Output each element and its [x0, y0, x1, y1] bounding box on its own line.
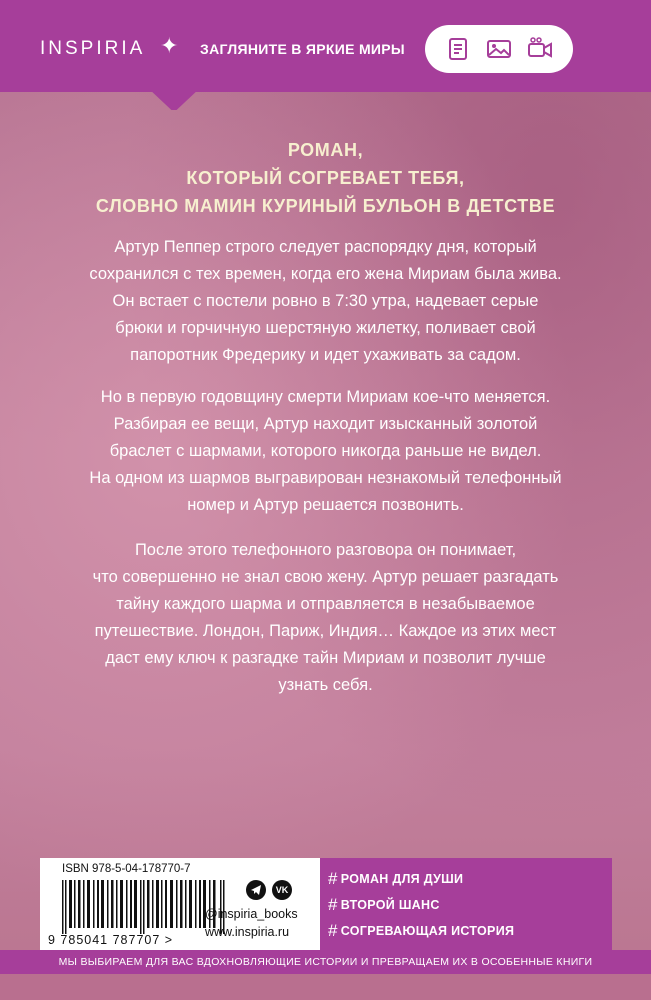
text-line: На одном из шармов выгравирован незнакомый телефонный [89, 469, 562, 487]
text-line: Разбирая ее вещи, Артур находит изысканный золотой [113, 415, 538, 433]
telegram-icon[interactable] [246, 880, 266, 900]
media-icons-pill [425, 25, 573, 73]
hash-icon: # [328, 895, 338, 914]
paragraph-3 [60, 537, 591, 699]
header-notch [148, 88, 200, 110]
text-line: узнать себя. [278, 676, 373, 694]
paragraph-2 [60, 384, 591, 519]
hash-icon: # [328, 869, 338, 888]
text-line: Артур Пеппер строго следует распорядку дня, который [114, 238, 537, 256]
tag-label: СОГРЕВАЮЩАЯ ИСТОРИЯ [340, 924, 515, 938]
social-handle[interactable]: @inspiria_books [205, 907, 298, 921]
header-bar [0, 0, 651, 92]
headline [0, 136, 651, 220]
header-tagline: ЗАГЛЯНИТЕ В ЯРКИЕ МИРЫ [200, 41, 405, 57]
tag-item [328, 918, 612, 944]
headline-line: РОМАН, [287, 140, 364, 160]
isbn-block [40, 858, 320, 950]
brand-logo: INSPIRIA [40, 38, 146, 59]
tag-label: ВТОРОЙ ШАНС [340, 898, 440, 912]
website-link[interactable]: www.inspiria.ru [205, 925, 290, 939]
video-camera-icon [526, 35, 554, 63]
tag-label: РОМАН ДЛЯ ДУШИ [340, 872, 464, 886]
paragraph-1 [60, 234, 591, 369]
book-icon [444, 35, 472, 63]
text-line: браслет с шармами, которого никогда раньше не видел. [109, 442, 542, 460]
tag-item [328, 866, 612, 892]
barcode-digits: 9 785041 787707 > [48, 933, 174, 947]
tags-block [320, 858, 612, 950]
text-line: папоротник Фредерику и идет ухаживать за садом. [130, 346, 521, 364]
headline-line: КОТОРЫЙ СОГРЕВАЕТ ТЕБЯ, [186, 168, 465, 188]
text-line: брюки и горчичную шерстяную жилетку, поливает свой [115, 319, 536, 337]
isbn-label: ISBN 978-5-04-178770-7 [62, 863, 191, 875]
image-icon [485, 35, 513, 63]
text-line: Он встает с постели ровно в 7:30 утра, надевает серые [112, 292, 539, 310]
footer-slogan: МЫ ВЫБИРАЕМ ДЛЯ ВАС ВДОХНОВЛЯЮЩИЕ ИСТОРИИ И ПРЕВРАЩАЕМ ИХ В ОСОБЕННЫЕ КНИГИ [0, 950, 651, 974]
bottom-strip [0, 974, 651, 1000]
vk-icon[interactable]: VK [272, 880, 292, 900]
text-line: сохранился с тех времен, когда его жена Мириам была жива. [89, 265, 562, 283]
text-line: тайну каждого шарма и отправляется в незабываемое [116, 595, 535, 613]
headline-line: СЛОВНО МАМИН КУРИНЫЙ БУЛЬОН В ДЕТСТВЕ [95, 196, 556, 216]
hash-icon: # [328, 921, 338, 940]
text-line: Но в первую годовщину смерти Мириам кое-что меняется. [100, 388, 551, 406]
text-line: После этого телефонного разговора он понимает, [134, 541, 517, 559]
tag-item [328, 892, 612, 918]
social-icons [246, 880, 292, 900]
sparkle-icon: ✦ [160, 34, 179, 59]
text-line: путешествие. Лондон, Париж, Индия… Каждое из этих мест [94, 622, 557, 640]
text-line: даст ему ключ к разгадке тайн Мириам и позволит лучше [105, 649, 546, 667]
text-line: номер и Артур решается позвонить. [187, 496, 464, 514]
text-line: что совершенно не знал свою жену. Артур решает разгадать [92, 568, 559, 586]
